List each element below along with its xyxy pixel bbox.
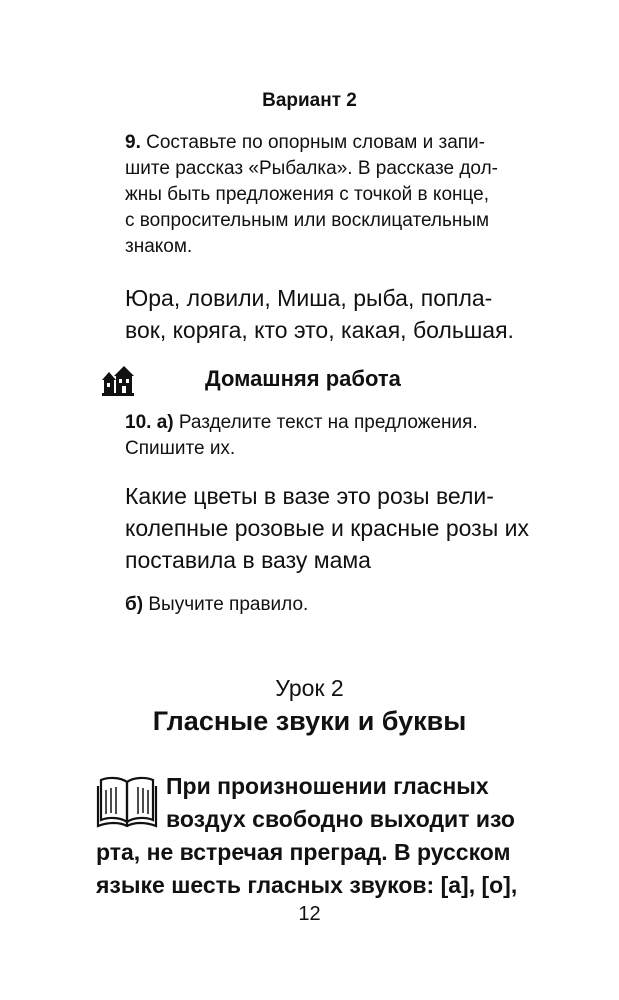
page-number: 12	[298, 903, 321, 925]
rule-line-1: При произношении гласных	[166, 773, 489, 799]
task-9-line-2: шите рассказ «Рыбалка». В рассказе дол-	[125, 158, 498, 179]
rule-block	[96, 770, 566, 902]
task-number: 10. а)	[125, 412, 174, 433]
homework-text-line-2: колепные розовые и красные розы их	[125, 515, 529, 541]
lesson-title: Гласные звуки и буквы	[152, 706, 467, 736]
task-9-line-1: 9. Составьте по опорным словам и запи-	[125, 132, 485, 153]
task-10b	[125, 592, 575, 618]
rule-line-2: воздух свободно выходит изо	[166, 806, 515, 832]
task-10b-text: Выучите правило.	[148, 594, 309, 615]
task-10a-line-1: 10. а) Разделите текст на предложения.	[125, 412, 478, 433]
rule-line-4: языке шесть гласных звуков: [а], [о],	[96, 872, 518, 898]
task-10a	[125, 410, 575, 462]
variant-title: Вариант 2	[262, 90, 357, 111]
support-words	[125, 282, 585, 346]
support-words-line-1: Юра, ловили, Миша, рыба, попла-	[125, 285, 493, 311]
task-9-line-3: жны быть предложения с точкой в конце,	[125, 184, 490, 205]
rule-line-3: рта, не встречая преград. В русском	[96, 839, 511, 865]
task-number: 9.	[125, 132, 141, 153]
homework-title: Домашняя работа	[205, 366, 401, 391]
task-part-label: б)	[125, 594, 144, 615]
homework-text-line-1: Какие цветы в вазе это розы вели-	[125, 483, 494, 509]
task-9	[125, 130, 575, 260]
homework-text-line-3: поставила в вазу мама	[125, 547, 371, 573]
house-icon	[100, 363, 136, 397]
task-10a-line-2: Спишите их.	[125, 438, 236, 459]
task-9-line-4: с вопросительным или восклицательным	[125, 210, 490, 231]
support-words-line-2: вок, коряга, кто это, какая, большая.	[125, 317, 514, 343]
homework-text	[125, 480, 585, 576]
book-icon	[96, 772, 158, 830]
task-9-line-5: знаком.	[125, 236, 193, 257]
lesson-number: Урок 2	[275, 675, 344, 701]
